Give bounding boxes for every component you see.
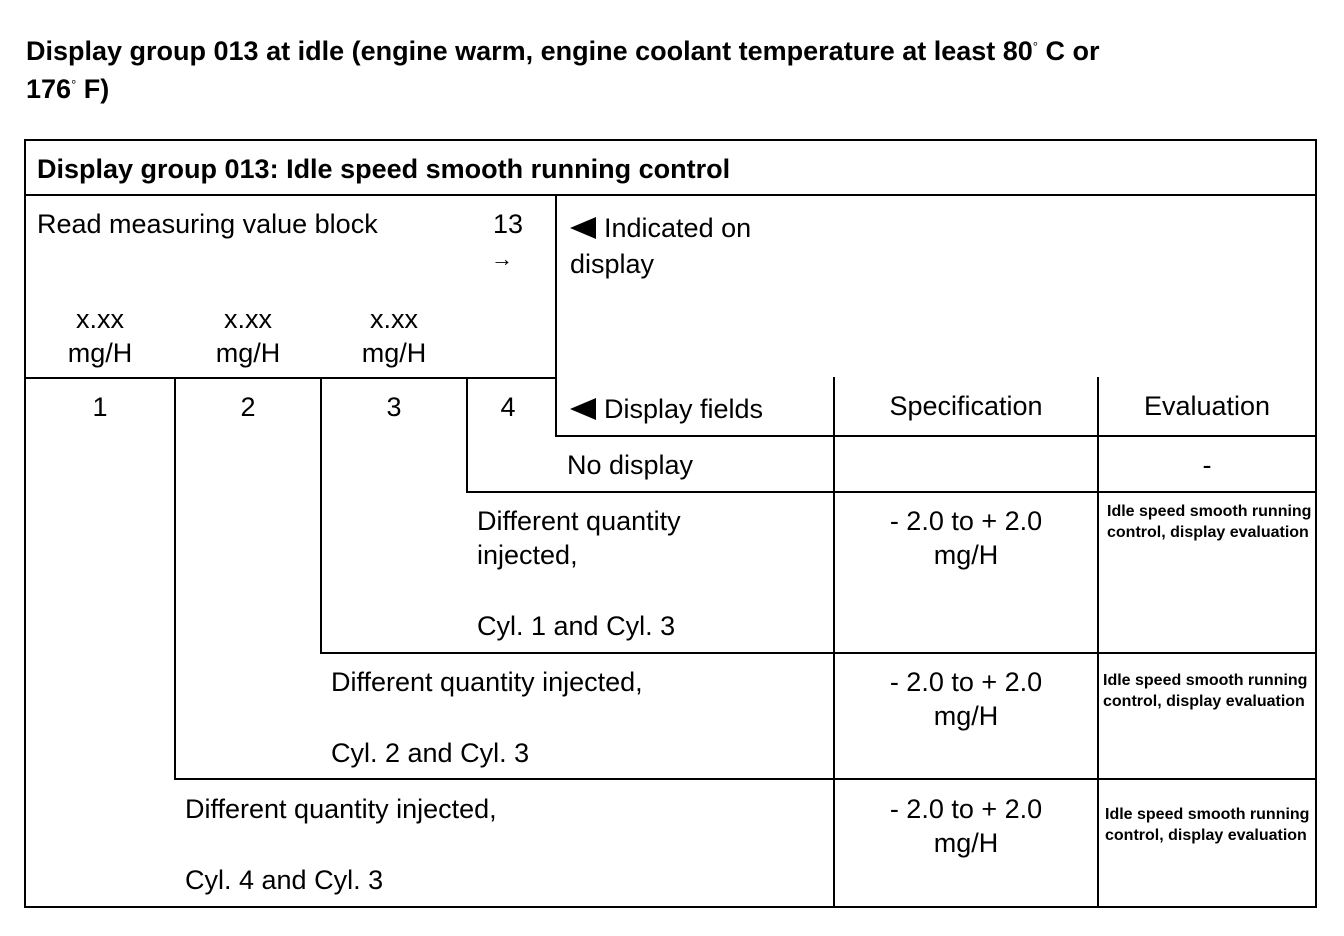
degree-symbol: ° [71,77,77,92]
display-value-1: x.xx mg/H [67,304,133,368]
row-cyl2-evaluation: Idle speed smooth running control, display evaluation [1103,672,1308,710]
triangle-pointer-icon [570,217,596,239]
header-display-fields: Display fields [570,392,763,426]
display-value-2: x.xx mg/H [215,304,281,368]
header-specification: Specification [889,391,1043,421]
row-cyl4-specification: - 2.0 to + 2.0 mg/H [889,794,1043,858]
row-cyl4-description: Different quantity injected, [185,794,497,824]
row-cyl2-specification: - 2.0 to + 2.0 mg/H [889,667,1043,731]
field-number-1: 1 [92,392,108,422]
indicated-on-display-label: Indicated on display [570,213,752,279]
triangle-pointer-icon [570,398,596,420]
row-cyl1-description: Different quantity injected, [477,506,681,570]
block-number: 13 [493,209,524,239]
page-heading [26,32,1326,108]
row-cyl1-specification: - 2.0 to + 2.0 mg/H [889,506,1043,570]
row-cyl1-cylinders: Cyl. 1 and Cyl. 3 [477,611,676,641]
read-block-label: Read measuring value block [37,209,378,239]
row-no-display-evaluation: - [1202,450,1212,480]
heading-line2-end: F) [76,74,110,104]
row-cyl2-description: Different quantity injected, [331,667,643,697]
field-number-3: 3 [386,392,402,422]
heading-line1-end: C or [1038,36,1100,66]
table-title: Display group 013: Idle speed smooth running control [37,154,731,184]
field-number-4: 4 [500,392,516,422]
display-value-3: x.xx mg/H [361,304,427,368]
heading-line2-text: 176 [26,74,72,104]
degree-symbol: ° [1032,39,1038,54]
row-no-display-label: No display [567,450,694,480]
arrow-right-icon: → [491,246,513,271]
row-cyl2-cylinders: Cyl. 2 and Cyl. 3 [331,738,530,768]
field-number-2: 2 [240,392,256,422]
row-cyl4-cylinders: Cyl. 4 and Cyl. 3 [185,865,384,895]
row-cyl1-evaluation: Idle speed smooth running control, display evaluation [1107,503,1312,541]
row-cyl4-evaluation: Idle speed smooth running control, display evaluation [1105,806,1310,844]
header-evaluation: Evaluation [1143,391,1271,421]
heading-line1-text: Display group 013 at idle (engine warm, engine coolant temperature at least 80 [26,36,1033,66]
